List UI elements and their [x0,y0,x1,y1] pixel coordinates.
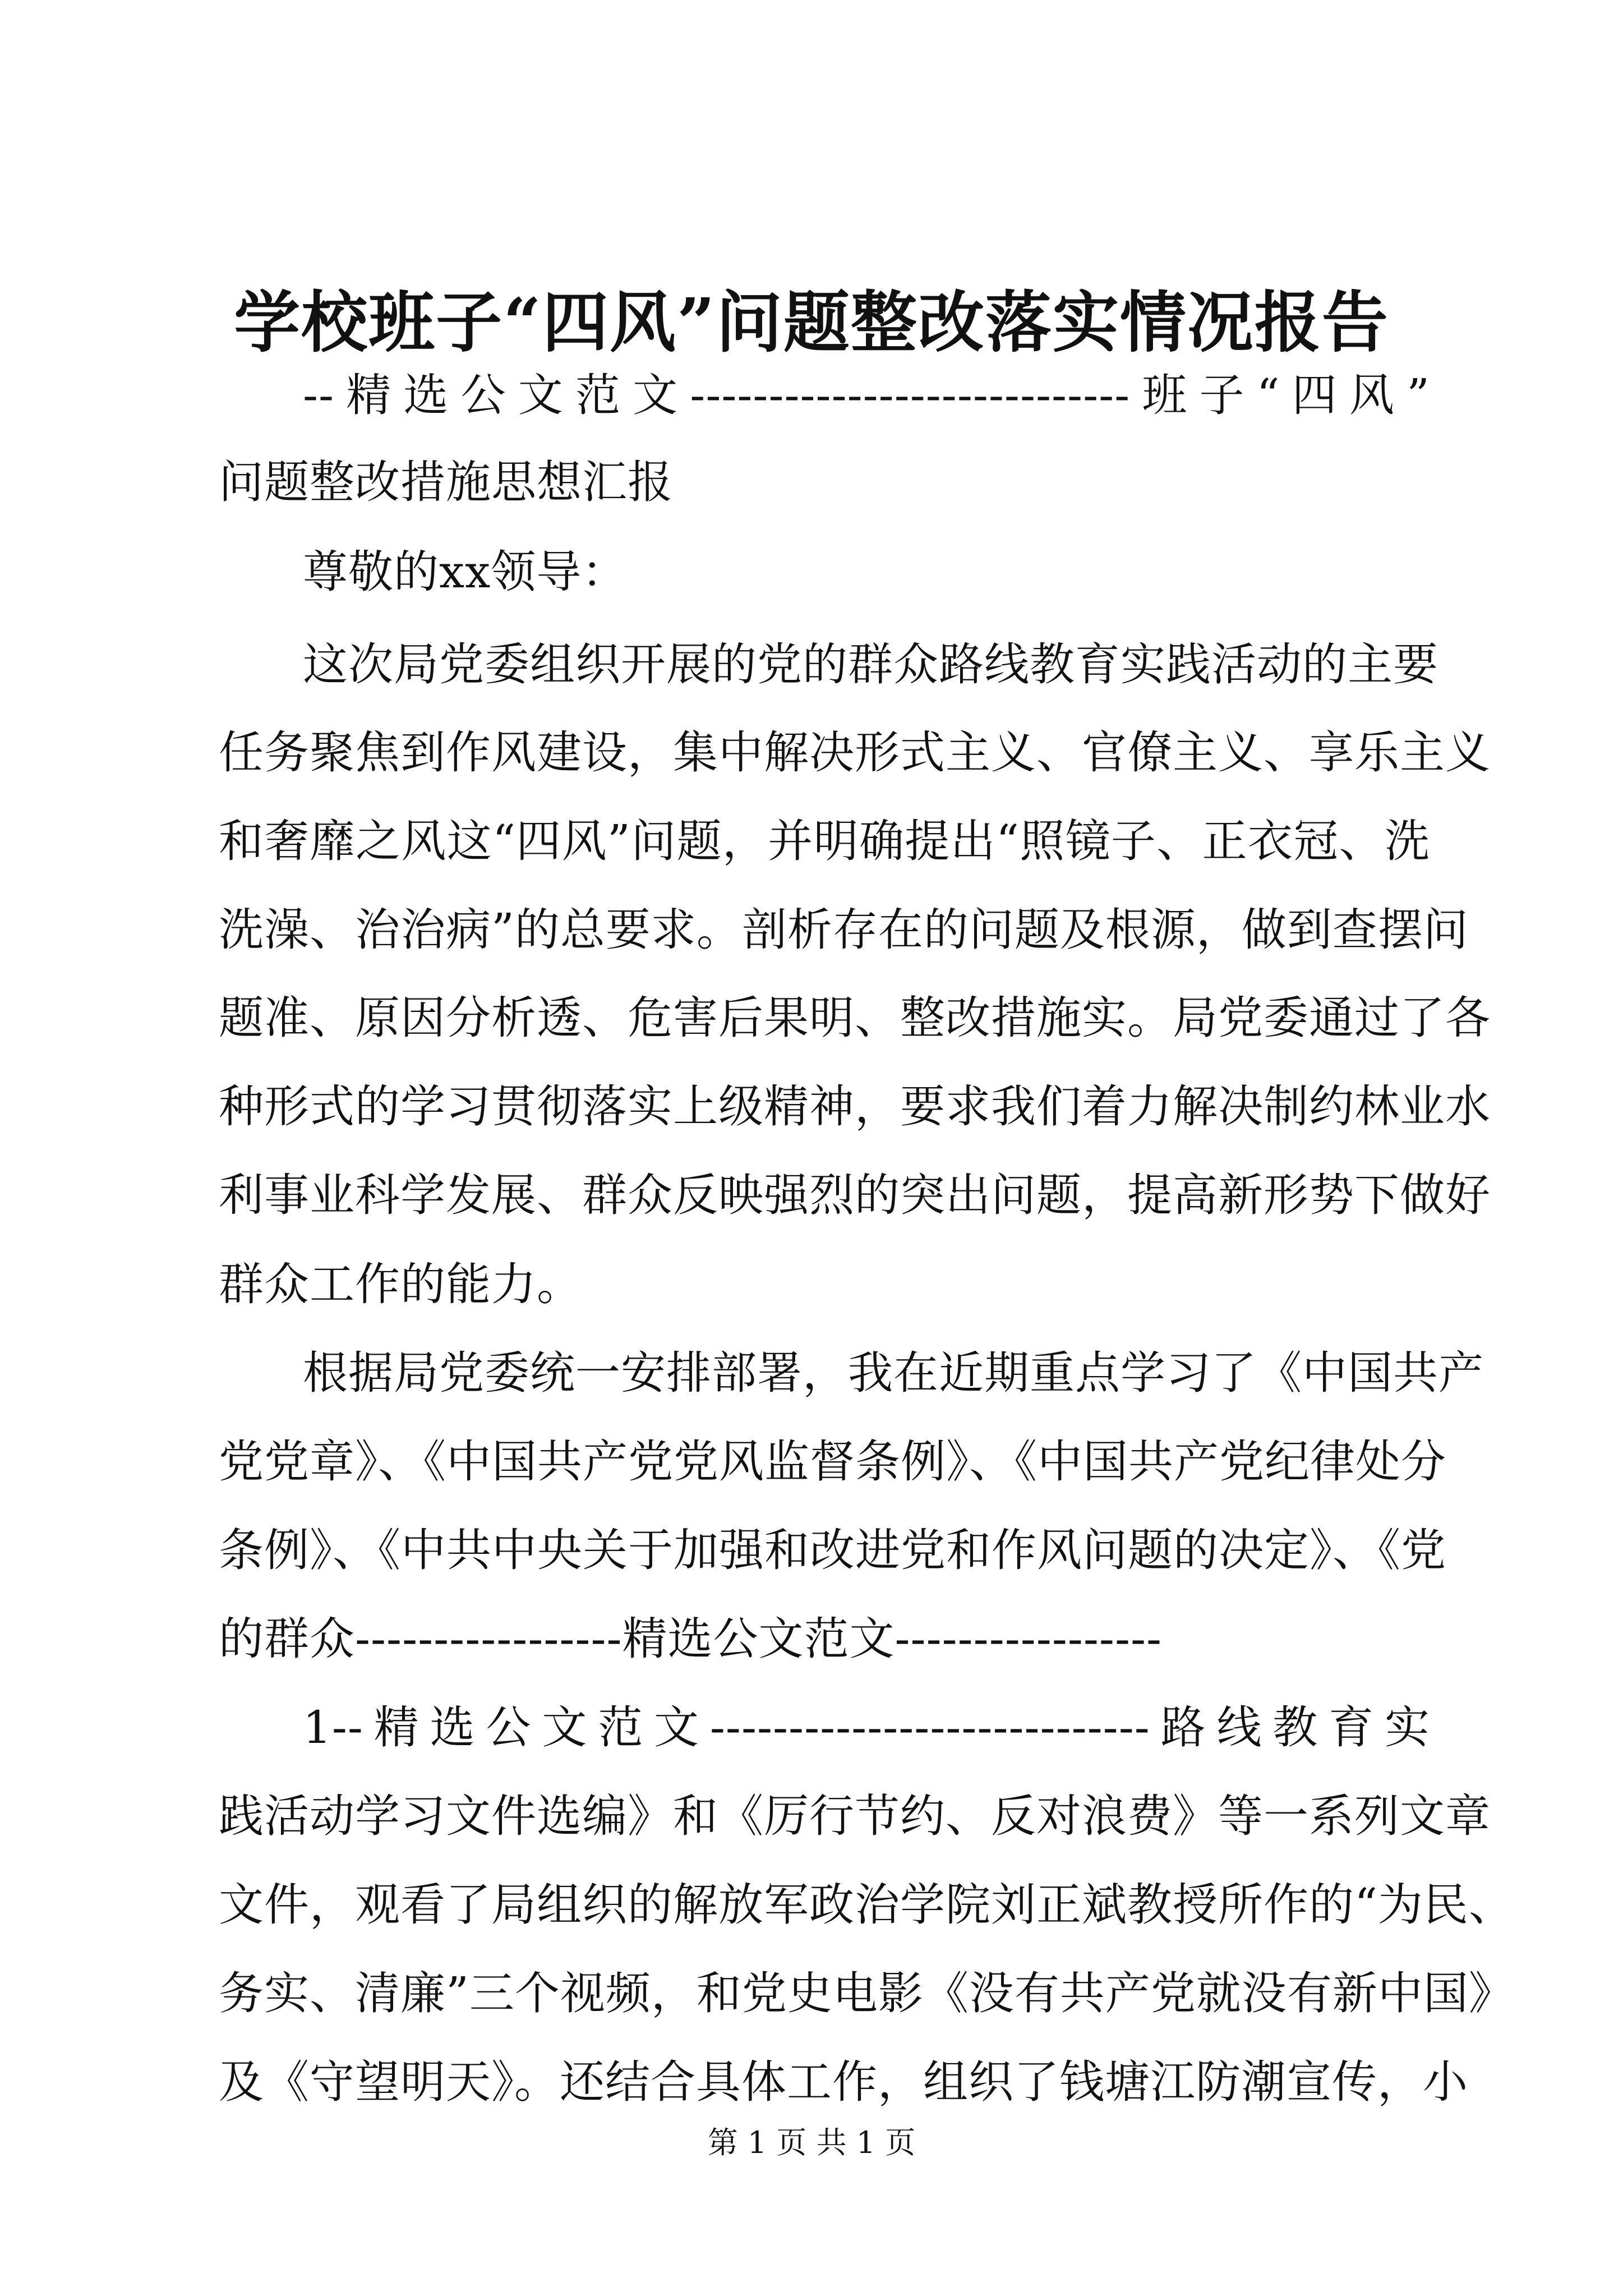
body-line: --精选公文范文----------------------------班子“四风” [303,369,1430,421]
body-line: 的群众-----------------精选公文范文----------------- [219,1613,1163,1665]
body-line: 根据局党委统一安排部署，我在近期重点学习了《中国共产 [303,1347,1484,1399]
body-line: 题准、原因分析透、危害后果明、整改措施实。局党委通过了各 [219,992,1491,1044]
body-line: 1--精选公文范文----------------------------路线教育实 [303,1701,1430,1754]
body-line: 文件，观看了局组织的解放军政治学院刘正斌教授所作的“为民、 [219,1879,1514,1931]
document-title: 学校班子“四风”问题整改落实情况报告 [234,283,1389,361]
body-line: 利事业科学发展、群众反映强烈的突出问题，提高新形势下做好 [219,1169,1491,1221]
body-line: 和奢靡之风这“四风”问题，并明确提出“照镜子、正衣冠、洗 [219,815,1430,867]
body-line: 践活动学习文件选编》和《厉行节约、反对浪费》等一系列文章 [219,1790,1491,1842]
body-line: 这次局党委组织开展的党的群众路线教育实践活动的主要 [303,638,1438,691]
body-line: 任务聚焦到作风建设，集中解决形式主义、官僚主义、享乐主义 [219,726,1491,779]
page-number-footer: 第 1 页 共 1 页 [707,2125,916,2160]
body-line: 洗澡、治治病”的总要求。剖析存在的问题及根源，做到查摆问 [219,904,1469,956]
body-line: 群众工作的能力。 [219,1258,582,1310]
body-line: 种形式的学习贯彻落实上级精神，要求我们着力解决制约林业水 [219,1080,1491,1133]
body-line: 及《守望明天》。还结合具体工作，组织了钱塘江防潮宣传，小 [219,2056,1468,2108]
body-line: 条例》、《中共中央关于加强和改进党和作风问题的决定》、《党 [219,1524,1446,1576]
body-line: 务实、清廉”三个视频，和党史电影《没有共产党就没有新中国》 [219,1967,1514,2019]
body-line: 问题整改措施思想汇报 [219,456,673,508]
salutation: 尊敬的xx领导： [303,546,628,598]
body-line: 党党章》、《中国共产党党风监督条例》、《中国共产党纪律处分 [219,1435,1446,1488]
